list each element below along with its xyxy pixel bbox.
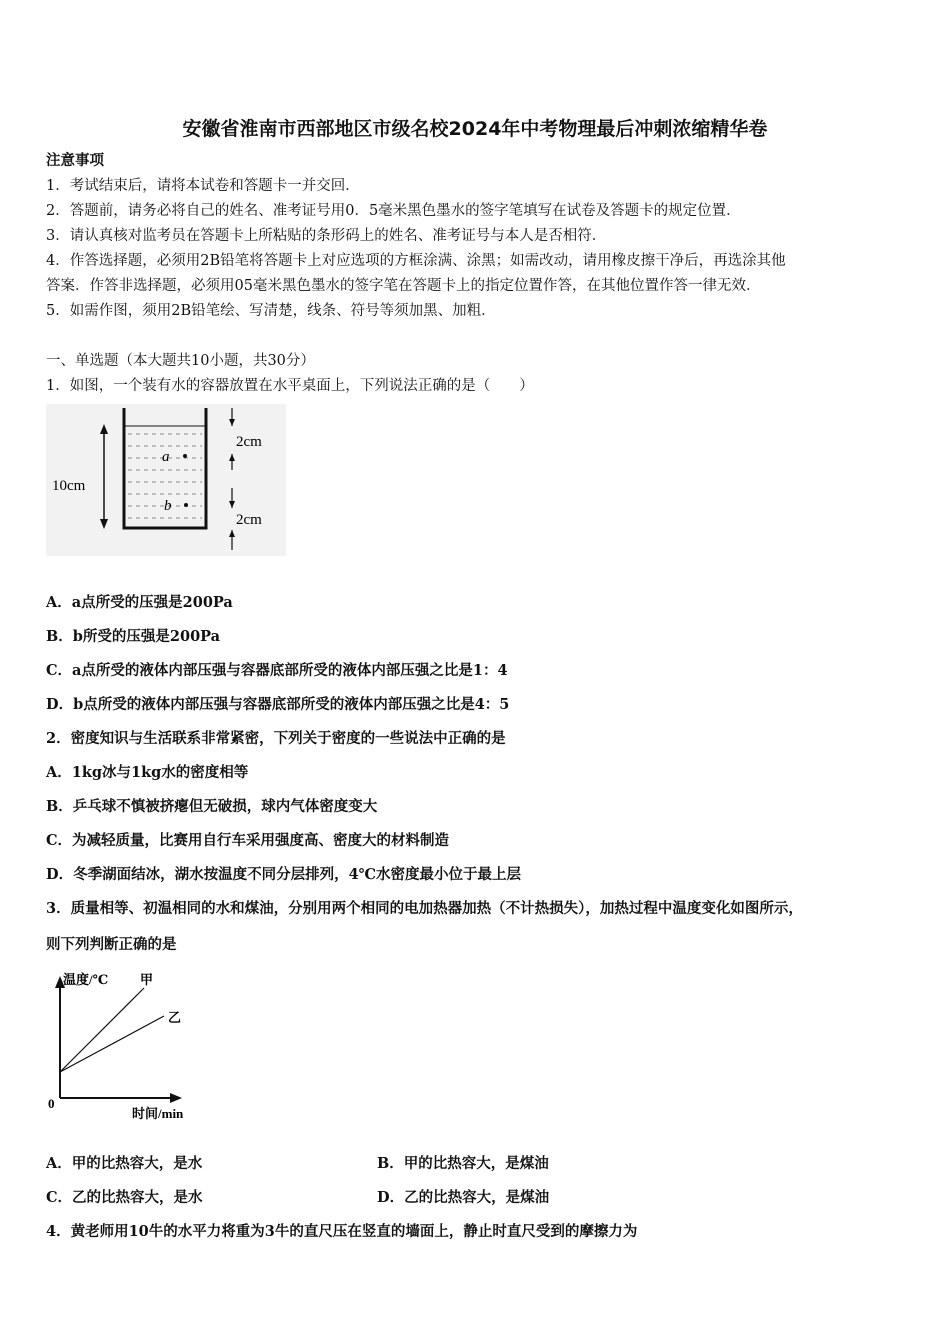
notice-heading: 注意事项 [46, 152, 104, 169]
notice-item: 1．考试结束后，请将本试卷和答题卡一并交回． [46, 178, 360, 194]
point-b-dot [184, 503, 188, 507]
container-figure [46, 404, 286, 560]
q1-option-c: C．a点所受的液体内部压强与容器底部所受的液体内部压强之比是1：4 [46, 662, 508, 679]
height-label: 10cm [52, 478, 86, 494]
q1-option-d: D．b点所受的液体内部压强与容器底部所受的液体内部压强之比是4：5 [46, 696, 510, 713]
q2-option-d: D．冬季湖面结冰，湖水按温度不同分层排列，4℃水密度最小位于最上层 [46, 866, 522, 883]
notice-item: 5．如需作图，须用2B铅笔绘、写清楚，线条、符号等须加黑、加粗． [46, 303, 496, 319]
point-a-label: a [162, 449, 170, 465]
origin-label: 0 [48, 1096, 55, 1111]
q2-option-b: B．乒乓球不慎被挤瘪但无破损，球内气体密度变大 [46, 798, 378, 815]
line-jia-label: 甲 [140, 972, 154, 987]
q2-option-a: A．1kg冰与1kg水的密度相等 [46, 764, 249, 781]
notice-item: 3．请认真核对监考员在答题卡上所粘贴的条形码上的姓名、准考证号与本人是否相符． [46, 228, 607, 244]
temperature-graph [44, 966, 214, 1128]
q2-option-c: C．为减轻质量，比赛用自行车采用强度高、密度大的材料制造 [46, 832, 450, 849]
question-2-stem: 2．密度知识与生活联系非常紧密，下列关于密度的一些说法中正确的是 [46, 730, 506, 747]
line-yi-label: 乙 [168, 1010, 182, 1025]
q1-option-b: B．b所受的压强是200Pa [46, 628, 221, 645]
point-b-label: b [164, 498, 172, 514]
question-4-stem: 4．黄老师用10牛的水平力将重为3牛的直尺压在竖直的墙面上，静止时直尺受到的摩擦力为 [46, 1223, 638, 1240]
bottom-gap-label: 2cm [236, 512, 262, 528]
section-heading: 一、单选题（本大题共10小题，共30分） [46, 353, 315, 369]
question-3-stem-cont: 则下列判断正确的是 [46, 936, 177, 953]
q3-option-b: B．甲的比热容大，是煤油 [377, 1155, 549, 1172]
q3-option-a: A．甲的比热容大，是水 [46, 1155, 203, 1172]
q1-option-a: A．a点所受的压强是200Pa [46, 594, 233, 611]
x-axis-label: 时间/min [132, 1106, 184, 1121]
line-yi [60, 1016, 164, 1072]
line-jia [60, 988, 144, 1072]
q3-option-c: C．乙的比热容大，是水 [46, 1189, 203, 1206]
top-gap-label: 2cm [236, 434, 262, 450]
notice-item: 2．答题前，请务必将自己的姓名、准考证号用0．5毫米黑色墨水的签字笔填写在试卷及答题卡的规定位置． [46, 203, 741, 219]
y-axis-label: 温度/℃ [63, 972, 109, 987]
notice-item: 答案．作答非选择题，必须用05毫米黑色墨水的签字笔在答题卡上的指定位置作答，在其他位置作答一律无效． [46, 278, 761, 294]
question-1-stem: 1．如图，一个装有水的容器放置在水平桌面上，下列说法正确的是（ ） [46, 378, 534, 394]
question-3-stem: 3．质量相等、初温相同的水和煤油，分别用两个相同的电加热器加热（不计热损失），加热过程中温度变化如图所示， [46, 900, 803, 917]
notice-item: 4．作答选择题，必须用2B铅笔将答题卡上对应选项的方框涂满、涂黑；如需改动，请用橡皮擦干净后，再选涂其他 [46, 253, 786, 269]
point-a-dot [183, 454, 187, 458]
q3-option-d: D．乙的比热容大，是煤油 [377, 1189, 550, 1206]
page-title: 安徽省淮南市西部地区市级名校2024年中考物理最后冲刺浓缩精华卷 [182, 118, 768, 140]
